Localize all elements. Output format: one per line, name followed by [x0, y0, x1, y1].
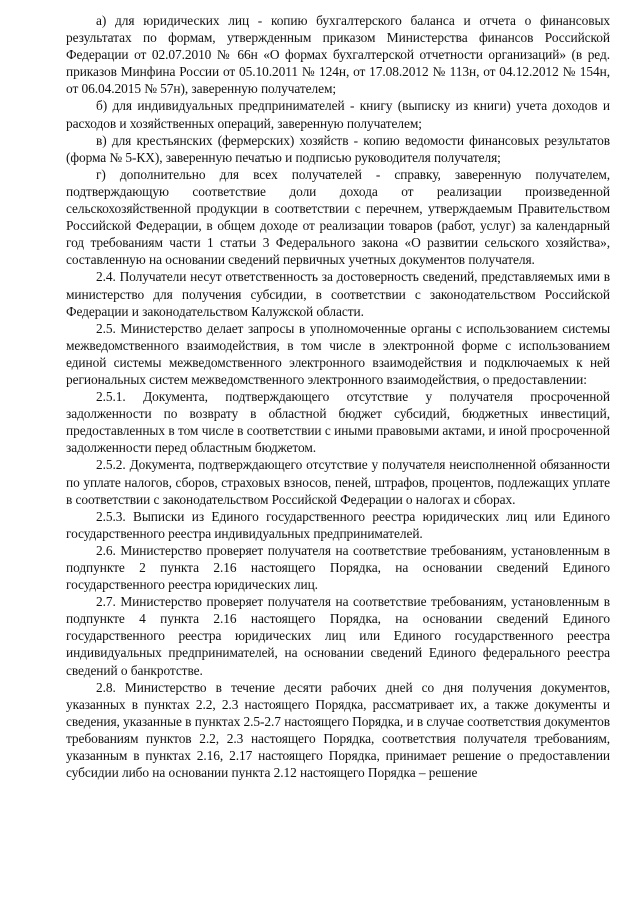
- paragraph-2-5-3: 2.5.3. Выписки из Единого государственного реестра юридических лиц или Единого государственного реестра индивидуальных предпринимателей.: [66, 508, 610, 541]
- paragraph-2-5-2: 2.5.2. Документа, подтверждающего отсутствие у получателя неисполненной обязанности по уплате налогов, сборов, страховых взносов, пеней, штрафов, процентов, подлежащих уплате в соответствии с законодательством Российской Федерации о налогах и сборах.: [66, 457, 610, 507]
- paragraph-2-5: 2.5. Министерство делает запросы в уполномоченные органы с использованием системы межведомственного взаимодействия, в том числе в электронной форме с использованием единой системы межведомственного электронного взаимодействия и подключаемых к ней региональных систем межведомственного электронного взаимодействия, о предоставлении:: [66, 320, 610, 387]
- paragraph-g-all-recipients: г) дополнительно для всех получателей - справку, заверенную получателем, подтверждающую соответствие доли дохода от реализации произведенной сельскохозяйственной продукции в соответствии с перечнем, утверждаемым Правительством Российской Федерации, в общем доходе от реализации товаров (работ, услуг) за календарный год требованиям части 1 статьи 3 Федерального закона «О развитии сельского хозяйства», составленную на основании сведений первичных учетных документов получателя.: [66, 166, 610, 268]
- paragraph-2-5-1: 2.5.1. Документа, подтверждающего отсутствие у получателя просроченной задолженности по возврату в областной бюджет субсидий, бюджетных инвестиций, предоставленных в том числе в соответствии с иными правовыми актами, и иной просроченной задолженности перед областным бюджетом.: [66, 389, 610, 456]
- paragraph-2-8: 2.8. Министерство в течение десяти рабочих дней со дня получения документов, указанных в пунктах 2.2, 2.3 настоящего Порядка, рассматривает их, а также документы и сведения, указанные в пунктах 2.5-2.7 настоящего Порядка, и в случае соответствия документов требованиям пунктов 2.2, 2.3 настоящего Порядка, соответствия получателя требованиям, указанным в пунктах 2.16, 2.17 настоящего Порядка, принимает решение о предоставлении субсидии либо на основании пункта 2.12 настоящего Порядка – решение: [66, 679, 610, 781]
- paragraph-2-6: 2.6. Министерство проверяет получателя на соответствие требованиям, установленным в подпункте 2 пункта 2.16 настоящего Порядка, на основании сведений Единого государственного реестра юридических лиц.: [66, 542, 610, 593]
- paragraph-2-7: 2.7. Министерство проверяет получателя на соответствие требованиям, установленным в подпункте 4 пункта 2.16 настоящего Порядка, на основании сведений Единого государственного реестра юридических лиц или Единого государственного реестра индивидуальных предпринимателей, на основании сведений Единого федерального реестра сведений о банкротстве.: [66, 594, 610, 678]
- paragraph-v-farms: в) для крестьянских (фермерских) хозяйств - копию ведомости финансовых результатов (форма № 5-КХ), заверенную печатью и подписью руководителя получателя;: [66, 132, 610, 165]
- paragraph-2-4: 2.4. Получатели несут ответственность за достоверность сведений, представляемых ими в министерство для получения субсидии, в соответствии с законодательством Российской Федерации и законодательством Калужской области.: [66, 269, 610, 319]
- paragraph-b-entrepreneurs: б) для индивидуальных предпринимателей - книгу (выписку из книги) учета доходов и расходов и хозяйственных операций, заверенную получателем;: [66, 98, 610, 131]
- document-page: [66, 12, 610, 781]
- paragraph-a-legal-entities: а) для юридических лиц - копию бухгалтерского баланса и отчета о финансовых результатах по формам, утвержденным приказом Министерства финансов Российской Федерации от 02.07.2010 № 66н «О формах бухгалтерской отчетности организаций» (в ред. приказов Минфина России от 05.10.2011 № 124н, от 17.08.2012 № 113н, от 04.12.2012 № 154н, от 06.04.2015 № 57н), заверенную получателем;: [66, 13, 610, 97]
